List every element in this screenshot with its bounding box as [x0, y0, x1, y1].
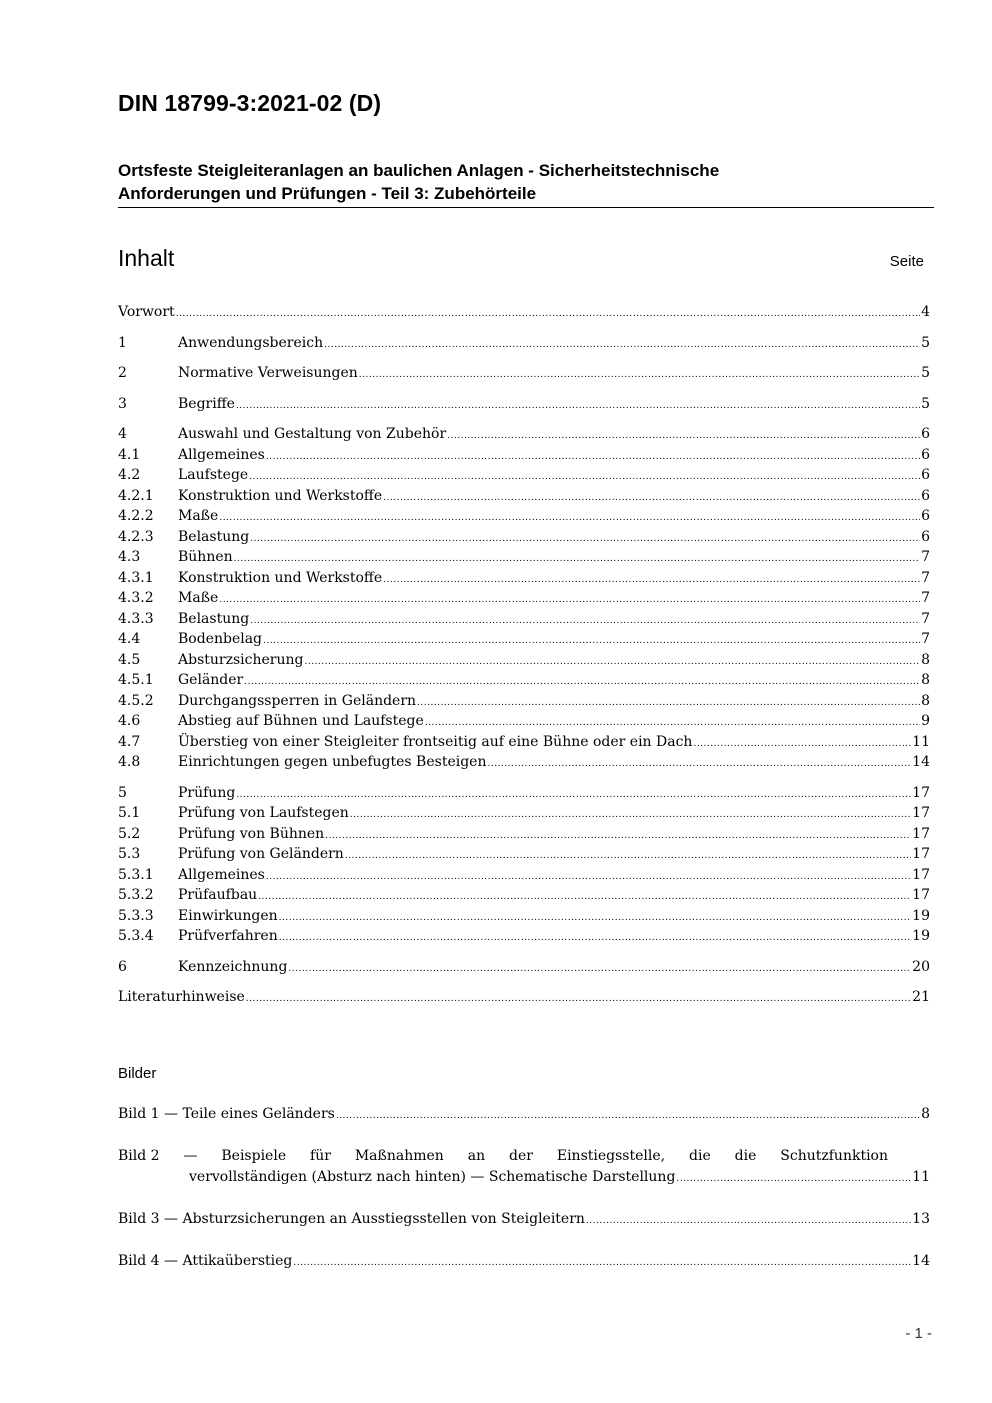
toc-entry-title: Prüfung — [178, 784, 236, 801]
toc-entry-page: 8 — [921, 692, 930, 709]
toc-entry-title: Bühnen — [178, 549, 233, 565]
toc-entry-page: 21 — [912, 989, 930, 1005]
toc-entry-title: Maße — [178, 508, 219, 524]
toc-entry-title: Durchgangssperren in Geländern — [178, 692, 417, 709]
toc-entry-title: Einwirkungen — [178, 907, 278, 924]
subtitle-line-2: Anforderungen und Prüfungen - Teil 3: Zubehörteile — [118, 184, 537, 203]
toc-entry-literaturhinweise[interactable] — [118, 987, 930, 1008]
toc-entry-vorwort[interactable] — [118, 302, 930, 323]
toc-leader-dots — [266, 447, 920, 467]
toc-entry-page: 5 — [921, 365, 930, 381]
toc-entry-title: Belastung — [178, 610, 250, 627]
toc-leader-dots — [263, 631, 920, 651]
toc-entry-page: 17 — [912, 805, 930, 821]
toc-entry[interactable] — [118, 527, 930, 548]
toc-leader-dots — [425, 713, 920, 733]
toc-entry-number: 5.1 — [118, 805, 141, 821]
toc-entry[interactable] — [118, 885, 930, 906]
toc-leader-dots — [250, 611, 920, 631]
toc-entry-number: 4.2 — [118, 467, 141, 483]
toc-entry-title: Belastung — [178, 528, 250, 545]
figure-entry-word: die — [689, 1148, 711, 1164]
toc-entry-title: Prüfverfahren — [178, 928, 278, 944]
toc-entry-title: Auswahl und Gestaltung von Zubehör — [178, 426, 447, 442]
toc-leader-dots — [244, 672, 920, 692]
toc-entry-number: 4.3.3 — [118, 610, 154, 627]
toc-entry[interactable] — [118, 465, 930, 486]
toc-entry[interactable] — [118, 844, 930, 865]
toc-entry-number: 4.5 — [118, 651, 141, 668]
toc-entry-page: 6 — [921, 487, 930, 504]
toc-entry[interactable] — [118, 547, 930, 568]
toc-entry[interactable] — [118, 506, 930, 527]
toc-entry-page: 5 — [921, 395, 930, 412]
toc-entry-number: 2 — [118, 365, 127, 381]
toc-entry-page: 6 — [921, 508, 930, 524]
figure-entry-4[interactable] — [118, 1251, 930, 1274]
figure-entry-word: — — [183, 1148, 198, 1164]
toc-entry-number: 6 — [118, 958, 127, 975]
toc-heading: Inhalt — [118, 245, 175, 271]
figure-entry-2-line-2 — [118, 1167, 930, 1190]
toc-leader-dots — [487, 754, 911, 774]
toc-entry-title: Kennzeichnung — [178, 958, 288, 975]
figure-entry-1[interactable] — [118, 1104, 930, 1127]
toc-entry[interactable] — [118, 783, 930, 804]
figures-heading: Bilder — [118, 1065, 157, 1082]
toc-leader-dots — [383, 488, 920, 508]
toc-entry-number: 4.8 — [118, 754, 141, 770]
toc-entry[interactable] — [118, 363, 930, 384]
toc-entry-page: 11 — [912, 733, 930, 750]
figure-entry-word: für — [310, 1148, 331, 1164]
figure-entry-word: der — [509, 1148, 533, 1164]
toc-leader-dots — [586, 1211, 911, 1232]
figure-entry-2[interactable] — [118, 1146, 930, 1190]
toc-entry-title: Absturzsicherung — [178, 651, 304, 668]
subtitle-line-1: Ortsfeste Steigleiteranlagen an baulichen Anlagen - Sicherheitstechnische — [118, 161, 720, 180]
toc-entry-page: 6 — [921, 426, 930, 442]
toc-entry-number: 4.5.2 — [118, 692, 154, 709]
toc-entry-page: 6 — [921, 467, 930, 483]
list-of-figures — [118, 1104, 930, 1274]
document-title: DIN 18799-3:2021-02 (D) — [118, 90, 382, 116]
figure-entry-page: 11 — [912, 1169, 930, 1185]
toc-leader-dots — [447, 426, 920, 446]
toc-entry[interactable] — [118, 803, 930, 824]
figure-entry-2-line-1 — [118, 1146, 888, 1167]
toc-entry-page: 19 — [912, 907, 930, 924]
toc-entry-number: 5.2 — [118, 825, 141, 842]
toc-leader-dots — [304, 652, 920, 672]
toc-entry-title: Überstieg von einer Steigleiter frontseitig auf eine Bühne oder ein Dach — [178, 733, 693, 750]
toc-entry-page: 14 — [912, 754, 930, 770]
figure-entry-word: die — [734, 1148, 757, 1164]
toc-entry-page: 8 — [921, 672, 930, 688]
toc-leader-dots — [288, 959, 911, 979]
page-number: - 1 - — [905, 1325, 932, 1342]
table-of-contents — [118, 302, 930, 1008]
toc-entry-page: 4 — [921, 304, 930, 320]
toc-entry[interactable] — [118, 609, 930, 630]
toc-leader-dots — [350, 805, 911, 825]
toc-entry-number: 4.5.1 — [118, 672, 154, 688]
toc-entry-number: 5.3 — [118, 846, 141, 862]
toc-leader-dots — [250, 529, 920, 549]
toc-leader-dots — [249, 467, 920, 487]
toc-entry-number: 4.3 — [118, 549, 141, 565]
toc-entry-page: 17 — [912, 825, 930, 842]
toc-entry-title: Prüfaufbau — [178, 887, 258, 903]
figure-entry-page: 14 — [912, 1253, 930, 1269]
toc-entry-title: Konstruktion und Werkstoffe — [178, 487, 383, 504]
toc-entry[interactable] — [118, 568, 930, 589]
toc-entry-number: 4.2.1 — [118, 487, 154, 504]
toc-leader-dots — [279, 928, 911, 948]
figure-entry-title: vervollständigen (Absturz nach hinten) — Schematische Darstellung — [189, 1169, 676, 1185]
document-subtitle — [118, 159, 934, 208]
toc-entry-number: 3 — [118, 395, 127, 412]
toc-entry[interactable] — [118, 333, 930, 354]
toc-entry-title: Abstieg auf Bühnen und Laufstege — [178, 713, 424, 729]
toc-entry-number: 5 — [118, 784, 127, 801]
figure-entry-word: Maßnahmen — [354, 1148, 444, 1164]
toc-leader-dots — [336, 1106, 920, 1127]
toc-leader-dots — [293, 1253, 911, 1274]
toc-leader-dots — [359, 365, 920, 385]
toc-entry-page: 19 — [912, 928, 930, 944]
toc-entry-page: 17 — [912, 887, 930, 903]
figure-entry-word: Beispiele — [221, 1148, 287, 1164]
toc-entry-page: 5 — [921, 334, 930, 351]
toc-entry[interactable] — [118, 588, 930, 609]
toc-entry-number: 1 — [118, 334, 127, 351]
toc-entry-page: 17 — [912, 784, 930, 801]
toc-leader-dots — [219, 590, 920, 610]
toc-leader-dots — [345, 846, 911, 866]
toc-entry-number: 4.4 — [118, 631, 141, 647]
toc-leader-dots — [236, 785, 911, 805]
toc-entry[interactable] — [118, 691, 930, 712]
toc-leader-dots — [258, 887, 911, 907]
figure-entry-page: 8 — [921, 1106, 930, 1122]
toc-entry[interactable] — [118, 629, 930, 650]
toc-entry[interactable] — [118, 711, 930, 732]
toc-entry-title: Allgemeines — [178, 866, 265, 883]
toc-entry[interactable] — [118, 906, 930, 927]
toc-entry[interactable] — [118, 926, 930, 947]
toc-entry-number: 4.3.1 — [118, 569, 154, 586]
figure-entry-word: an — [467, 1148, 486, 1164]
figure-entry-title: Bild 1 — Teile eines Geländers — [118, 1106, 335, 1122]
toc-entry-number: 4.2.2 — [118, 508, 154, 524]
toc-entry[interactable] — [118, 650, 930, 671]
figure-entry-word: Einstiegsstelle, — [556, 1148, 666, 1164]
toc-entry-title: Vorwort — [118, 304, 175, 320]
toc-leader-dots — [693, 734, 911, 754]
toc-leader-dots — [325, 826, 911, 846]
figure-entry-word: Bild 2 — [118, 1148, 160, 1164]
toc-entry-page: 6 — [921, 528, 930, 545]
toc-entry-title: Literaturhinweise — [118, 989, 245, 1005]
toc-entry[interactable] — [118, 732, 930, 753]
toc-entry-title: Einrichtungen gegen unbefugtes Besteigen — [178, 754, 487, 770]
toc-entry[interactable] — [118, 670, 930, 691]
toc-entry-number: 4.2.3 — [118, 528, 154, 545]
toc-entry-page: 7 — [921, 549, 930, 565]
toc-entry-page: 7 — [921, 569, 930, 586]
toc-entry-title: Geländer — [178, 672, 244, 688]
toc-entry-page: 17 — [912, 846, 930, 862]
toc-leader-dots — [176, 304, 920, 324]
toc-entry-title: Prüfung von Bühnen — [178, 825, 325, 842]
figure-entry-word: Schutzfunktion — [780, 1148, 888, 1164]
toc-entry[interactable] — [118, 824, 930, 845]
toc-leader-dots — [324, 335, 920, 355]
toc-page-column-label: Seite — [889, 253, 924, 270]
toc-entry-number: 5.3.4 — [118, 928, 154, 944]
toc-entry-number: 4.6 — [118, 713, 141, 729]
toc-leader-dots — [236, 396, 920, 416]
toc-entry-page: 17 — [912, 866, 930, 883]
figure-entry-title: Bild 3 — Absturzsicherungen an Ausstiegsstellen von Steigleitern — [118, 1211, 585, 1227]
toc-leader-dots — [266, 867, 911, 887]
toc-entry[interactable] — [118, 865, 930, 886]
toc-entry-number: 5.3.2 — [118, 887, 154, 903]
toc-entry-number: 5.3.3 — [118, 907, 154, 924]
toc-entry-number: 4.7 — [118, 733, 141, 750]
toc-entry-page: 8 — [921, 651, 930, 668]
toc-entry-page: 7 — [921, 590, 930, 606]
toc-leader-dots — [676, 1169, 911, 1190]
figure-entry-page: 13 — [912, 1211, 930, 1227]
toc-leader-dots — [417, 693, 920, 713]
toc-entry[interactable] — [118, 486, 930, 507]
toc-entry[interactable] — [118, 752, 930, 773]
toc-entry-number: 4.3.2 — [118, 590, 154, 606]
toc-leader-dots — [246, 989, 911, 1009]
toc-entry-title: Begriffe — [178, 395, 235, 412]
toc-entry-number: 4.1 — [118, 446, 141, 463]
toc-leader-dots — [219, 508, 920, 528]
toc-entry-page: 20 — [912, 958, 930, 975]
toc-entry-title: Normative Verweisungen — [178, 365, 358, 381]
toc-entry-page: 7 — [921, 631, 930, 647]
toc-entry-title: Prüfung von Geländern — [178, 846, 344, 862]
toc-entry-title: Konstruktion und Werkstoffe — [178, 569, 383, 586]
toc-entry-page: 6 — [921, 446, 930, 463]
toc-entry[interactable] — [118, 394, 930, 415]
toc-entry-page: 7 — [921, 610, 930, 627]
toc-leader-dots — [383, 570, 920, 590]
toc-entry-number: 4 — [118, 426, 127, 442]
toc-entry-title: Bodenbelag — [178, 631, 263, 647]
toc-entry-title: Allgemeines — [178, 446, 265, 463]
toc-entry-title: Laufstege — [178, 467, 249, 483]
toc-entry[interactable] — [118, 957, 930, 978]
toc-entry-number: 5.3.1 — [118, 866, 154, 883]
toc-entry-title: Prüfung von Laufstegen — [178, 805, 349, 821]
toc-entry[interactable] — [118, 424, 930, 445]
toc-leader-dots — [234, 549, 920, 569]
toc-leader-dots — [279, 908, 912, 928]
figure-entry-title: Bild 4 — Attikaüberstieg — [118, 1253, 293, 1269]
figure-entry-3[interactable] — [118, 1209, 930, 1232]
toc-entry-title: Maße — [178, 590, 219, 606]
toc-entry-title: Anwendungsbereich — [178, 334, 324, 351]
toc-entry-page: 9 — [921, 713, 930, 729]
toc-entry[interactable] — [118, 445, 930, 466]
